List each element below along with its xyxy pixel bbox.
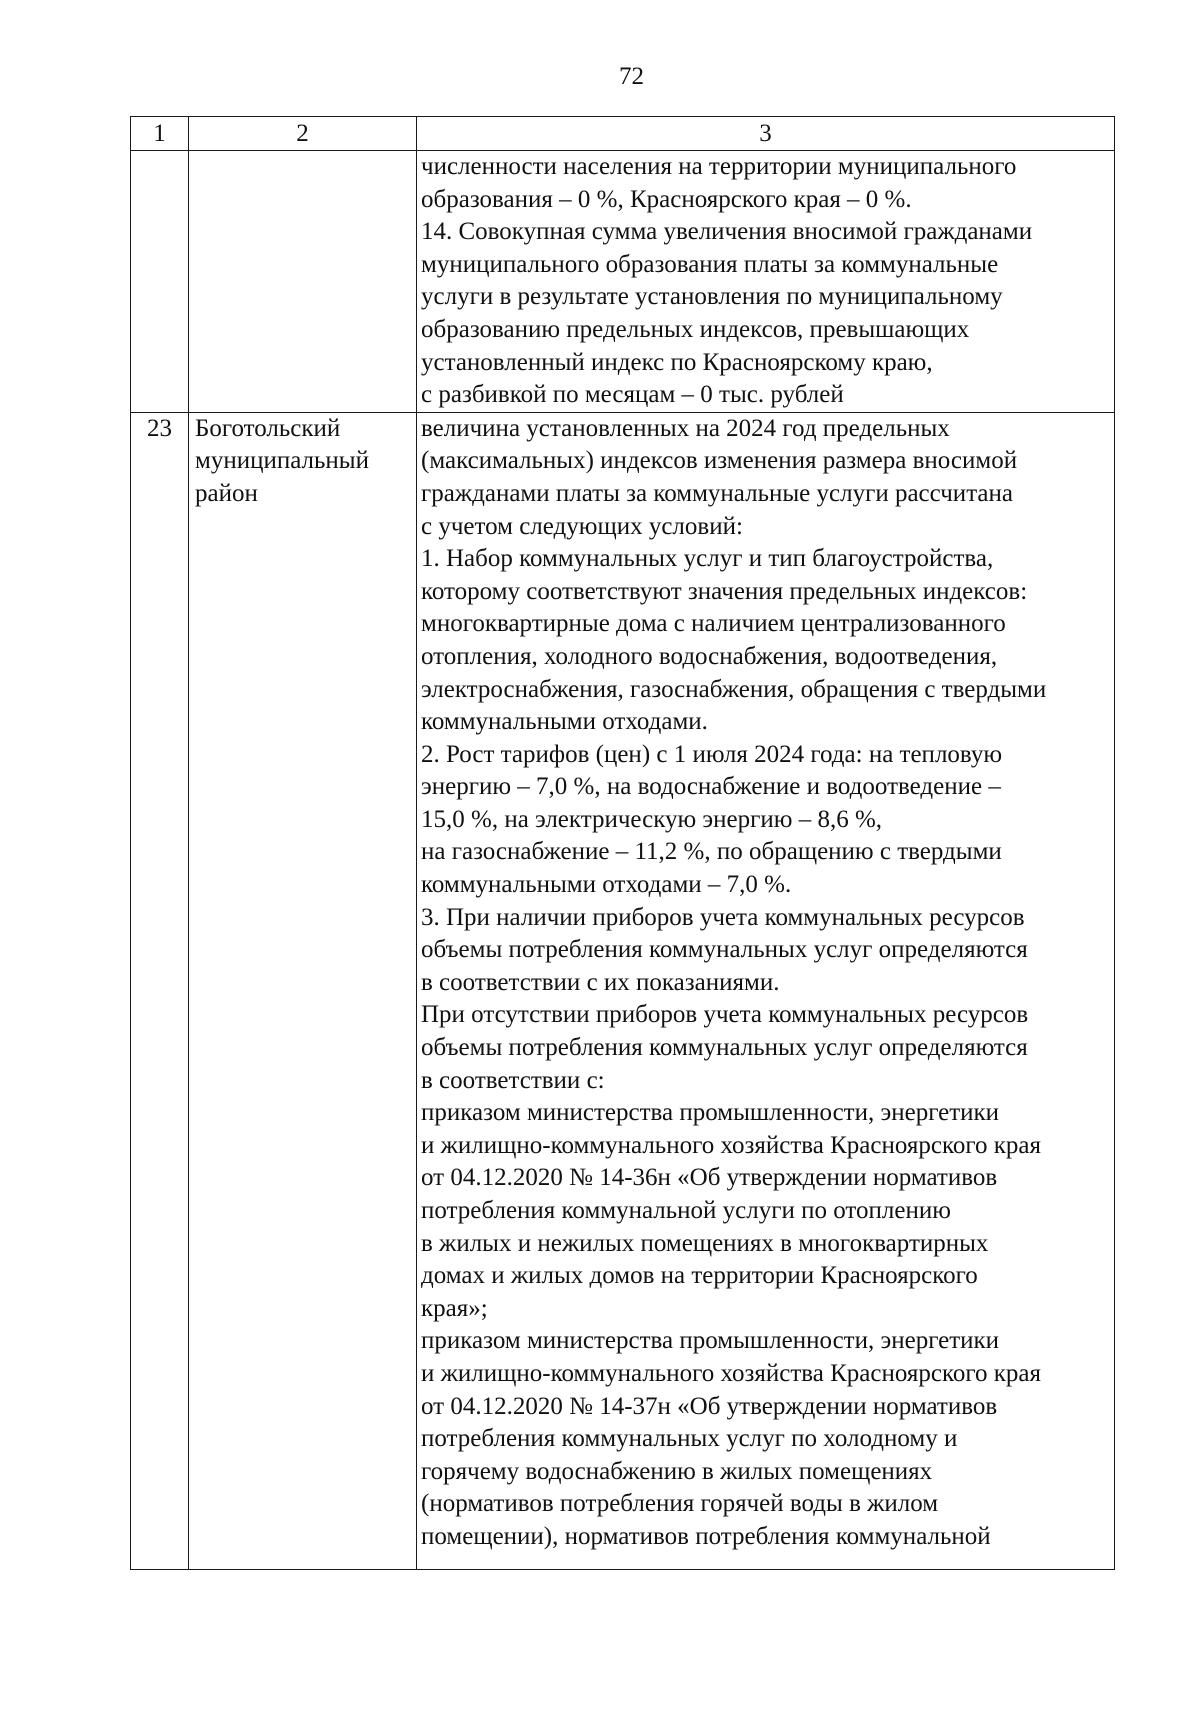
text-line: 2. Рост тарифов (цен) с 1 июля 2024 года: на тепловую — [421, 740, 1003, 768]
text-line: 15,0 %, на электрическую энергию – 8,6 %, — [421, 805, 883, 833]
header-cell-1: 1 — [131, 117, 189, 151]
text-line: объемы потребления коммунальных услуг определяются — [421, 1034, 1028, 1062]
text-line: в соответствии с: — [421, 1066, 605, 1094]
text-line: которому соответствуют значения предельных индексов: — [421, 577, 1028, 605]
text-line: 1. Набор коммунальных услуг и тип благоустройства, — [421, 545, 994, 573]
text-line: величина установленных на 2024 год предельных — [421, 414, 950, 442]
text-line: домах и жилых домов на территории Красноярского — [421, 1262, 978, 1290]
text-line: энергию – 7,0 %, на водоснабжение и водоотведение – — [421, 773, 1001, 801]
municipality-name-line: муниципальный — [195, 447, 369, 475]
text-line: и жилищно-коммунального хозяйства Красноярского края — [421, 1131, 1041, 1159]
text-line: приказом министерства промышленности, энергетики — [421, 1327, 1000, 1355]
text-line: При отсутствии приборов учета коммунальных ресурсов — [421, 1001, 1029, 1029]
header-cell-3: 3 — [417, 117, 1115, 151]
row-number-cell: 23 — [131, 412, 189, 1569]
text-line: установленный индекс по Красноярскому краю, — [421, 348, 933, 376]
text-line: муниципального образования платы за коммунальные — [421, 250, 999, 278]
page-number: 72 — [619, 63, 644, 90]
text-line: потребления коммунальной услуги по отоплению — [421, 1197, 951, 1224]
text-line: образованию предельных индексов, превышающих — [421, 315, 970, 343]
text-line: в соответствии с их показаниями. — [421, 968, 780, 996]
text-line: (максимальных) индексов изменения размера вносимой — [421, 447, 1018, 475]
text-line: коммунальными отходами – 7,0 %. — [421, 871, 792, 899]
text-line: численности населения на территории муниципального — [421, 153, 1017, 180]
text-line: на газоснабжение – 11,2 %, по обращению с твердыми — [421, 838, 1002, 866]
municipality-name-cell — [189, 151, 417, 413]
text-line: электроснабжения, газоснабжения, обращения с твердыми — [421, 675, 1047, 703]
text-line: 14. Совокупная сумма увеличения вносимой гражданами — [421, 218, 1033, 246]
municipality-name-cell — [189, 412, 417, 1569]
text-line: (нормативов потребления горячей воды в жилом — [421, 1490, 939, 1518]
text-line: коммунальными отходами. — [421, 708, 708, 736]
text-line: приказом министерства промышленности, энергетики — [421, 1099, 1000, 1127]
text-line: образования – 0 %, Красноярского края – 0 %. — [421, 185, 912, 213]
row-number-cell — [131, 151, 189, 413]
text-line: с разбивкой по месяцам – 0 тыс. рублей — [421, 381, 844, 409]
text-line: многоквартирные дома с наличием централизованного — [421, 610, 1006, 638]
text-line: отопления, холодного водоснабжения, водоотведения, — [421, 642, 998, 670]
text-line: горячему водоснабжению в жилых помещениях — [421, 1457, 933, 1485]
text-line: услуги в результате установления по муниципальному — [421, 283, 1003, 311]
text-line: помещении), нормативов потребления коммунальной — [421, 1522, 991, 1550]
municipality-name-line: Боготольский — [195, 414, 341, 442]
conditions-text-cell — [417, 412, 1115, 1569]
text-line: 3. При наличии приборов учета коммунальных ресурсов — [421, 903, 1025, 931]
text-line: и жилищно-коммунального хозяйства Красноярского края — [421, 1359, 1041, 1387]
table-row-23 — [131, 412, 1115, 1569]
conditions-text-cell — [417, 151, 1115, 413]
text-line: от 04.12.2020 № 14-37н «Об утверждении нормативов — [421, 1392, 998, 1420]
text-line: края»; — [421, 1294, 488, 1322]
text-line: от 04.12.2020 № 14-36н «Об утверждении нормативов — [421, 1164, 998, 1192]
text-line: гражданами платы за коммунальные услуги рассчитана — [421, 479, 1013, 507]
table-header-row — [131, 117, 1115, 151]
text-line: с учетом следующих условий: — [421, 512, 743, 540]
text-line: в жилых и нежилых помещениях в многоквартирных — [421, 1229, 989, 1257]
municipality-name-line: район — [195, 479, 258, 507]
indices-table — [130, 116, 1115, 1570]
table-row-continuation — [131, 151, 1115, 413]
text-line: потребления коммунальных услуг по холодному и — [421, 1425, 958, 1453]
text-line: объемы потребления коммунальных услуг определяются — [421, 936, 1028, 964]
header-cell-2: 2 — [189, 117, 417, 151]
